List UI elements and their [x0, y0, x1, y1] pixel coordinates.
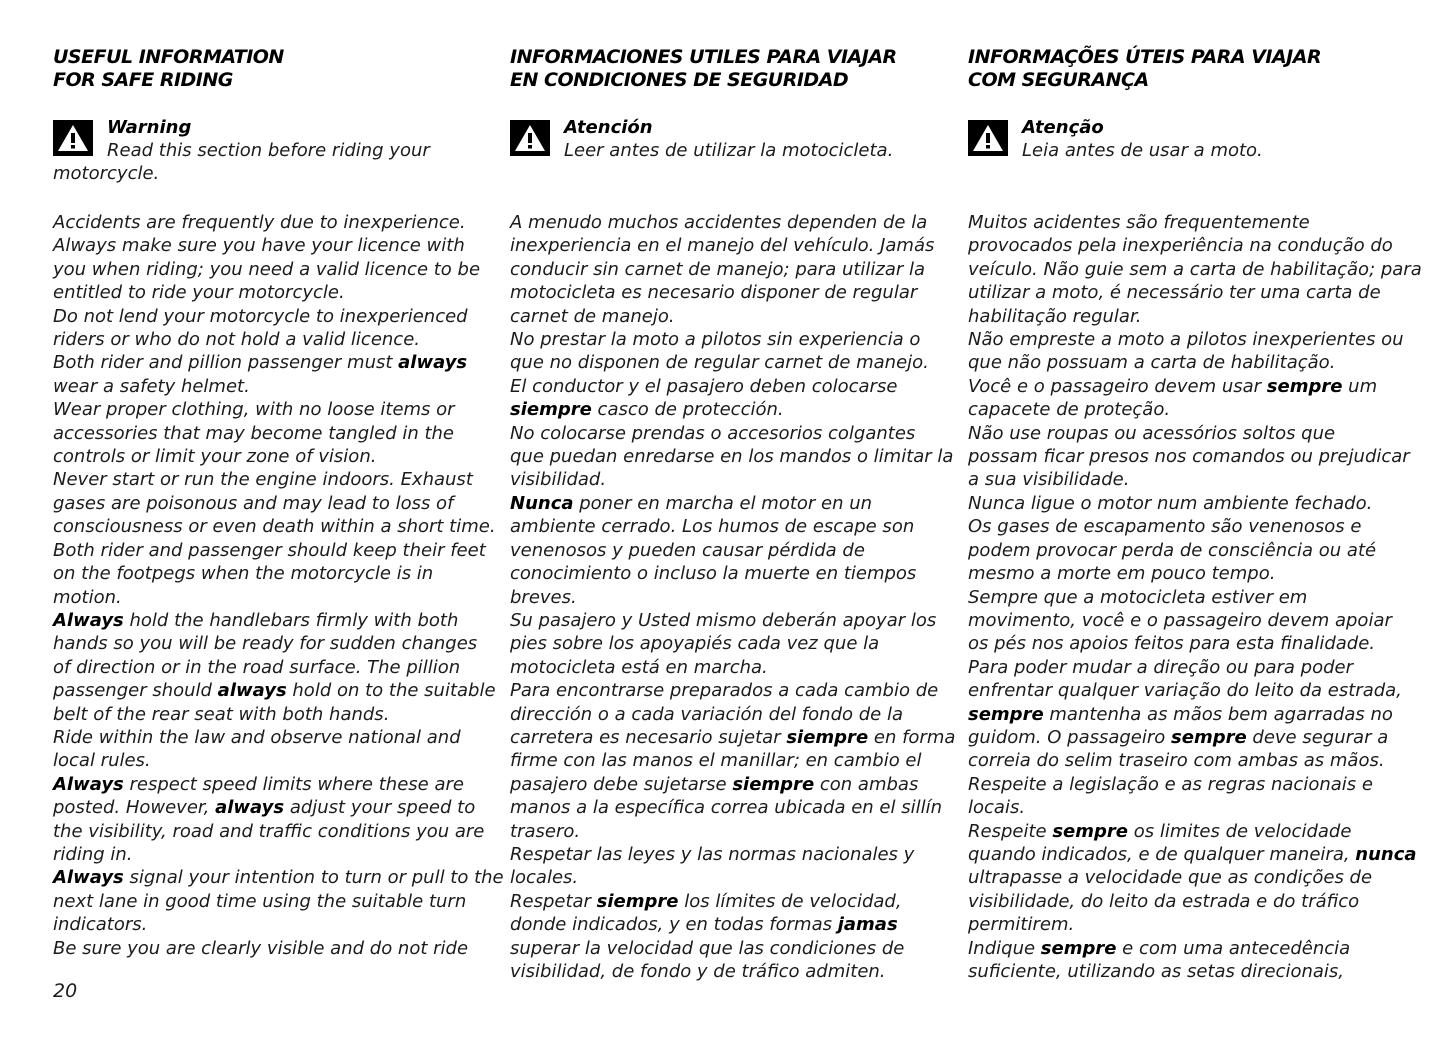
text-run: podem provocar perda de consciência ou até [968, 539, 1377, 561]
body-text [510, 211, 956, 983]
section-heading [968, 46, 1408, 92]
text-run: gases are poisonous and may lead to loss of [53, 492, 454, 514]
text-line [968, 351, 1408, 374]
text-run: correia do selim traseiro com ambas as mãos. [968, 750, 1385, 772]
text-run: quando indicados, e de qualquer maneira, [968, 843, 1356, 865]
text-run: accessories that may become tangled in the [53, 422, 455, 444]
text-line [53, 305, 493, 328]
text-run: adjust your speed to [284, 797, 476, 819]
text-run: que no disponen de regular carnet de manejo. [510, 352, 929, 374]
text-line [53, 562, 493, 585]
emphasis-text: nunca [1355, 843, 1417, 865]
text-line [510, 515, 950, 538]
text-run: Ride within the law and observe national and [53, 726, 461, 748]
text-line [510, 258, 950, 281]
text-run: locales. [510, 867, 579, 889]
text-run: breves. [510, 586, 577, 608]
text-run: hold on to the suitable [286, 680, 496, 702]
text-line [53, 937, 493, 960]
text-run: casco de protección. [591, 399, 784, 421]
warning-title: Atención [564, 117, 653, 138]
emphasis-text: always [398, 352, 468, 374]
text-line [510, 328, 950, 351]
emphasis-text: sempre [1052, 820, 1128, 842]
text-run: pies sobre los apoyapiés cada vez que la [510, 633, 880, 655]
text-line [968, 305, 1408, 328]
text-run: guidom. O passageiro [968, 726, 1172, 748]
text-run: riding in. [53, 843, 133, 865]
text-line [53, 281, 493, 304]
text-line [53, 468, 493, 491]
text-line [510, 843, 950, 866]
text-run: visibilidad, de fondo y de tráfico admiten. [510, 961, 886, 982]
text-run: superar la velocidad que las condiciones de [510, 937, 905, 959]
text-line [968, 937, 1408, 960]
text-run: consciousness or even death within a short time. [53, 516, 496, 538]
text-run: Be sure you are clearly visible and do not ride [53, 937, 469, 959]
text-line [510, 749, 950, 772]
text-line [968, 866, 1408, 889]
warning-text-continued: motorcycle. [53, 163, 160, 184]
text-line [510, 398, 950, 421]
text-line [510, 703, 950, 726]
text-line [968, 539, 1408, 562]
text-run: riders or who do not hold a valid licence. [53, 329, 420, 351]
emphasis-text: sempre [1171, 726, 1247, 748]
text-run: indicators. [53, 914, 148, 936]
text-run: ambiente cerrado. Los humos de escape son [510, 516, 915, 538]
heading-line: COM SEGURANÇA [968, 69, 1149, 91]
text-line [510, 492, 950, 515]
warning-block [510, 116, 950, 188]
warning-text: Leia antes de usar a moto. [1022, 140, 1263, 161]
emphasis-text: always [215, 797, 285, 819]
warning-text: Leer antes de utilizar la motocicleta. [564, 140, 894, 161]
warning-title: Atenção [1022, 117, 1104, 138]
text-line [968, 281, 1408, 304]
text-run: passenger should [53, 680, 218, 702]
emphasis-text: Always [53, 867, 124, 889]
section-heading [510, 46, 950, 92]
text-run: utilizar a moto, é necessário ter uma carta de [968, 282, 1381, 304]
text-run: conocimiento o incluso la muerte en tiempos [510, 563, 917, 585]
text-line [53, 586, 493, 609]
text-run: deve segurar a [1246, 726, 1389, 748]
text-line [968, 375, 1408, 398]
text-line [53, 328, 493, 351]
emphasis-text: siempre [732, 773, 815, 795]
text-run: entitled to ride your motorcycle. [53, 282, 345, 304]
warning-block [968, 116, 1408, 188]
text-line [53, 796, 493, 819]
text-run: Nunca ligue o motor num ambiente fechado. [968, 492, 1373, 514]
text-run: of direction or in the road surface. The pillion [53, 656, 461, 678]
text-run: ultrapasse a velocidade que as condições de [968, 867, 1373, 889]
text-run: local rules. [53, 750, 151, 772]
text-run: dirección o a cada variación del fondo de la [510, 703, 903, 725]
text-run: Para encontrarse preparados a cada cambio de [510, 680, 939, 702]
text-line [53, 749, 493, 772]
text-line [53, 866, 504, 889]
text-line [53, 820, 493, 843]
text-line [510, 586, 950, 609]
text-run: motion. [53, 586, 122, 608]
text-run: veículo. Não guie sem a carta de habilitação; para [968, 258, 1422, 280]
body-text [968, 211, 1422, 983]
text-run: os limites de velocidade [1127, 820, 1352, 842]
text-run: No prestar la moto a pilotos sin experiencia o [510, 329, 921, 351]
text-run: motocicleta es necesario disponer de regular [510, 282, 918, 304]
text-line [510, 351, 950, 374]
text-run: mesmo a morte em pouco tempo. [968, 563, 1276, 585]
heading-line: FOR SAFE RIDING [53, 69, 233, 91]
text-line [53, 258, 493, 281]
text-run: Não empreste a moto a pilotos inexperientes ou [968, 329, 1404, 351]
emphasis-text: sempre [968, 703, 1044, 725]
text-run: e com uma antecedência [1116, 937, 1351, 959]
text-line [968, 422, 1408, 445]
text-run: manos a la específica correa ubicada en el sillín [510, 797, 942, 819]
text-run: donde indicados, y en todas formas [510, 914, 838, 936]
text-run: Os gases de escapamento são venenosos e [968, 516, 1362, 538]
text-run: A menudo muchos accidentes dependen de la [510, 212, 928, 233]
text-line [53, 351, 493, 374]
text-line [53, 234, 493, 257]
text-line [510, 445, 954, 468]
text-line [53, 609, 493, 632]
text-line [968, 960, 1408, 983]
text-run: suficiente, utilizando as setas direcionais, [968, 961, 1345, 982]
warning-triangle-icon [53, 120, 93, 156]
text-line [510, 281, 950, 304]
text-run: visibilidade, do leito da estrada e do tráfico [968, 890, 1360, 912]
text-line [510, 632, 950, 655]
text-line [510, 726, 956, 749]
emphasis-text: always [217, 680, 287, 702]
warning-triangle-icon [968, 120, 1008, 156]
text-line [968, 468, 1408, 491]
text-line [510, 422, 950, 445]
text-run: Both rider and passenger should keep their feet [53, 539, 486, 561]
text-run: respect speed limits where these are [123, 773, 464, 795]
text-line [510, 234, 950, 257]
text-line [968, 211, 1408, 234]
text-run: No colocarse prendas o accesorios colgantes [510, 422, 916, 444]
text-run: a sua visibilidade. [968, 469, 1130, 491]
text-line [53, 703, 493, 726]
text-line [968, 773, 1408, 796]
emphasis-text: siempre [596, 890, 679, 912]
text-run: visibilidad. [510, 469, 607, 491]
warning-text: Read this section before riding your [107, 140, 430, 161]
heading-line: USEFUL INFORMATION [53, 46, 284, 68]
text-line [53, 679, 496, 702]
text-run: on the footpegs when the motorcycle is in [53, 563, 434, 585]
emphasis-text: Always [53, 609, 124, 631]
text-line [968, 796, 1408, 819]
page-number: 20 [53, 980, 78, 1002]
text-line [510, 796, 950, 819]
text-run: que puedan enredarse en los mandos o limitar la [510, 446, 954, 468]
text-run: carretera es necesario sujetar [510, 726, 787, 748]
text-run: Para poder mudar a direção ou para poder [968, 656, 1354, 678]
text-run: you when riding; you need a valid licence to be [53, 258, 481, 280]
text-line [510, 562, 950, 585]
text-line [968, 843, 1417, 866]
text-run: permitirem. [968, 914, 1075, 936]
text-line [510, 773, 950, 796]
text-line [510, 211, 950, 234]
text-run: signal your intention to turn or pull to the [123, 867, 504, 889]
text-run: locais. [968, 797, 1026, 819]
text-line [53, 843, 493, 866]
text-line [53, 445, 493, 468]
text-run: next lane in good time using the suitable turn [53, 890, 467, 912]
text-run: Indique [968, 937, 1041, 959]
text-line [53, 656, 493, 679]
emphasis-text: sempre [1266, 375, 1343, 397]
text-line [510, 820, 950, 843]
text-line [53, 492, 493, 515]
text-run: en forma [868, 726, 956, 748]
text-line [968, 726, 1408, 749]
text-line [53, 422, 493, 445]
text-run: Respeite [968, 820, 1053, 842]
text-line [53, 726, 493, 749]
text-run: trasero. [510, 820, 581, 842]
text-line [53, 398, 493, 421]
text-line [510, 960, 950, 983]
text-run: Both rider and pillion passenger must [53, 352, 399, 374]
text-run: um [1342, 375, 1378, 397]
warning-title: Warning [107, 117, 192, 138]
text-run: Never start or run the engine indoors. Exhaust [53, 469, 473, 491]
text-line [53, 632, 493, 655]
text-run: pasajero debe sujetarse [510, 773, 733, 795]
column-portuguese [968, 46, 1422, 983]
text-line [510, 539, 950, 562]
text-run: Muitos acidentes são frequentemente [968, 212, 1310, 233]
text-line [53, 515, 496, 538]
text-run: con ambas [814, 773, 919, 795]
section-heading [53, 46, 493, 92]
text-run: Always make sure you have your licence with [53, 235, 465, 257]
text-line [53, 375, 493, 398]
text-run: motocicleta está en marcha. [510, 656, 768, 678]
text-line [968, 609, 1408, 632]
text-line [968, 515, 1408, 538]
heading-line: INFORMACIONES UTILES PARA VIAJAR [510, 46, 897, 68]
text-line [510, 866, 950, 889]
text-line [968, 913, 1408, 936]
column-spanish [510, 46, 956, 983]
text-line [53, 773, 493, 796]
emphasis-text: siempre [510, 399, 592, 421]
body-text [53, 211, 504, 960]
text-run: conducir sin carnet de manejo; para utilizar la [510, 258, 926, 280]
text-run: que não possuam a carta de habilitação. [968, 352, 1336, 374]
text-line [510, 609, 950, 632]
emphasis-text: Nunca [510, 492, 574, 514]
text-line [510, 468, 950, 491]
text-run: Su pasajero y Usted mismo deberán apoyar los [510, 609, 937, 631]
text-line [968, 890, 1408, 913]
text-line [53, 211, 493, 234]
text-run: Não use roupas ou acessórios soltos que [968, 422, 1336, 444]
emphasis-text: sempre [1040, 937, 1117, 959]
column-english [53, 46, 504, 960]
text-run: movimento, você e o passageiro devem apoiar [968, 609, 1392, 631]
text-run: provocados pela inexperiência na condução do [968, 235, 1393, 257]
text-run: firme con las manos el manillar; en cambio el [510, 750, 922, 772]
text-line [510, 937, 950, 960]
heading-line: INFORMAÇÕES ÚTEIS PARA VIAJAR [968, 46, 1322, 68]
text-line [510, 305, 950, 328]
text-run: Respeite a legislação e as regras nacionais e [968, 773, 1373, 795]
emphasis-text: jamas [837, 914, 898, 936]
text-run: wear a safety helmet. [53, 375, 250, 397]
text-line [968, 234, 1408, 257]
text-line [968, 492, 1408, 515]
warning-triangle-icon [510, 120, 550, 156]
text-run: mantenha as mãos bem agarradas no [1043, 703, 1393, 725]
text-run: belt of the rear seat with both hands. [53, 703, 390, 725]
text-line [510, 679, 950, 702]
text-run: inexperiencia en el manejo del vehículo. Jamás [510, 235, 935, 257]
text-line [53, 913, 493, 936]
text-run: Accidents are frequently due to inexperience. [53, 212, 466, 233]
text-line [968, 749, 1408, 772]
text-run: carnet de manejo. [510, 305, 675, 327]
text-line [968, 656, 1408, 679]
text-line [968, 445, 1408, 468]
text-run: habilitação regular. [968, 305, 1142, 327]
text-line [510, 375, 950, 398]
text-line [968, 586, 1408, 609]
text-line [968, 703, 1408, 726]
text-run: los límites de velocidad, [678, 890, 902, 912]
text-line [53, 890, 493, 913]
text-line [968, 258, 1422, 281]
text-line [510, 890, 950, 913]
text-run: Respetar las leyes y las normas nacionales y [510, 843, 915, 865]
text-run: Sempre que a motocicleta estiver em [968, 586, 1308, 608]
text-line [510, 913, 950, 936]
text-run: the visibility, road and traffic conditions you are [53, 820, 485, 842]
text-line [968, 632, 1408, 655]
text-line [53, 539, 493, 562]
text-line [968, 562, 1408, 585]
text-run: poner en marcha el motor en un [573, 492, 873, 514]
text-run: Respetar [510, 890, 597, 912]
emphasis-text: Always [53, 773, 124, 795]
text-run: posted. However, [53, 797, 216, 819]
text-run: possam ficar presos nos comandos ou prejudicar [968, 446, 1410, 468]
text-run: venenosos y pueden causar pérdida de [510, 539, 865, 561]
text-run: controls or limit your zone of vision. [53, 446, 377, 468]
text-run: capacete de proteção. [968, 399, 1171, 421]
text-run: enfrentar qualquer variação do leito da estrada, [968, 680, 1402, 702]
text-line [510, 656, 950, 679]
warning-block [53, 116, 493, 188]
text-run: os pés nos apoios feitos para esta finalidade. [968, 633, 1376, 655]
heading-line: EN CONDICIONES DE SEGURIDAD [510, 69, 849, 91]
text-run: Você e o passageiro devem usar [968, 375, 1267, 397]
text-run: hold the handlebars firmly with both [123, 609, 459, 631]
text-line [968, 398, 1408, 421]
text-line [968, 820, 1408, 843]
emphasis-text: siempre [786, 726, 869, 748]
text-run: hands so you will be ready for sudden changes [53, 633, 478, 655]
text-run: El conductor y el pasajero deben colocarse [510, 375, 898, 397]
text-run: Do not lend your motorcycle to inexperienced [53, 305, 468, 327]
text-run: Wear proper clothing, with no loose items or [53, 399, 455, 421]
text-line [968, 679, 1408, 702]
text-line [968, 328, 1408, 351]
